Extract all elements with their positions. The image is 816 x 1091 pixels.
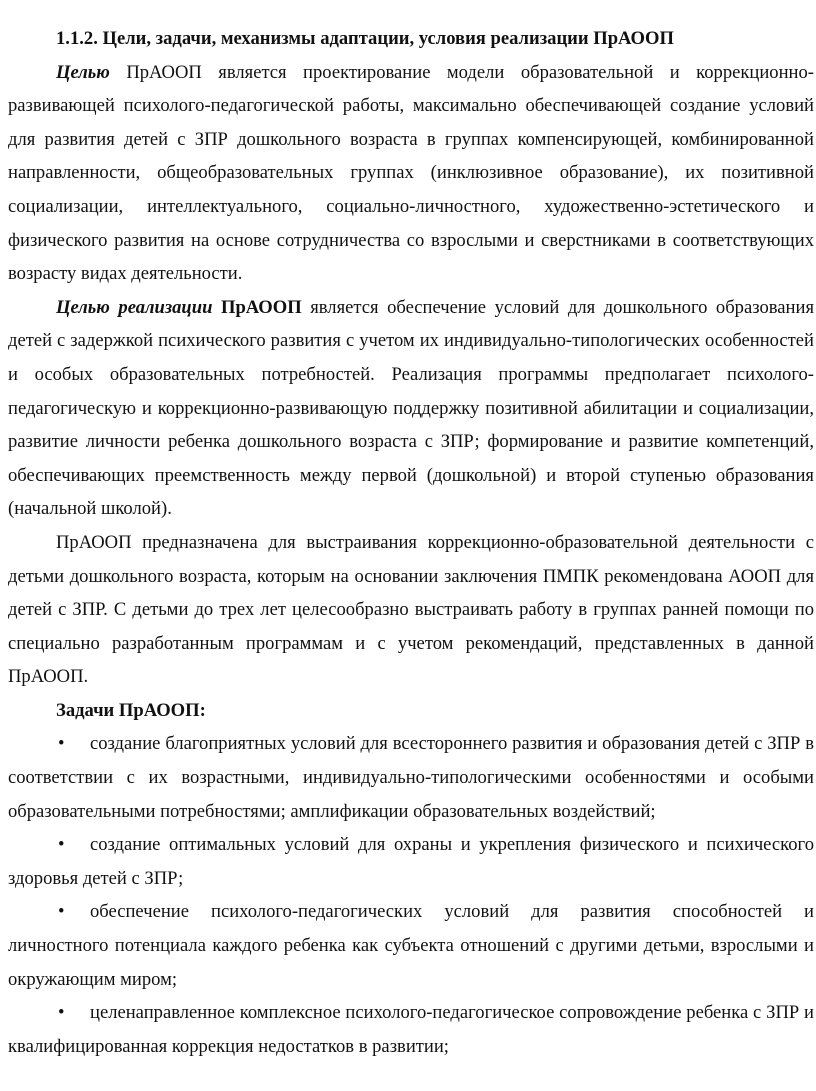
implementation-goal-text: является обеспечение условий для дошкольного образования детей с задержкой психического развития с учетом их индивидуально-типологических особенностей и особых образовательных потребностей. Реализация программы предполагает психолого-педагогическую и коррекционно-развивающую поддержку позитивной абилитации и социализации, развитие личности ребенка дошкольного возраста с ЗПР; формирование и развитие компетенций, обеспечивающих преемственность между первой (дошкольной) и второй ступенью образования (начальной школой). xyxy=(8,296,815,520)
list-item xyxy=(8,828,814,895)
bullet-icon: • xyxy=(58,733,65,755)
tasks-list xyxy=(8,727,814,1063)
bullet-icon: • xyxy=(58,1002,65,1024)
list-item-text: создание благоприятных условий для всестороннего развития и образования детей с ЗПР в соответствии с их возрастными, индивидуально-типологическими особенностями и особыми образовательными потребностями; амплификации образовательных воздействий; xyxy=(8,733,814,822)
list-item xyxy=(8,727,814,828)
goal-paragraph xyxy=(8,56,814,291)
goal-label: Целью xyxy=(56,61,110,83)
document-page xyxy=(8,22,814,1063)
purpose-paragraph: ПрАООП предназначена для выстраивания коррекционно-образовательной деятельности с детьми дошкольного возраста, которым на основании заключения ПМПК рекомендована АООП для детей с ЗПР. С детьми до трех лет целесообразно выстраивать работу в группах ранней помощи по специально разработанным программам и с учетом рекомендаций, представленных в данной ПрАООП. xyxy=(8,531,814,688)
tasks-heading: Задачи ПрАООП: xyxy=(56,699,206,721)
list-item-text: обеспечение психолого-педагогических условий для развития способностей и личностного потенциала каждого ребенка как субъекта отношений с другими детьми, взрослыми и окружающим миром; xyxy=(8,901,814,990)
section-heading: 1.1.2. Цели, задачи, механизмы адаптации, условия реализации ПрАООП xyxy=(56,28,674,49)
list-item xyxy=(8,996,814,1063)
program-name: ПрАООП xyxy=(212,296,302,318)
implementation-goal-label: Целью реализации xyxy=(56,296,213,318)
list-item-text: создание оптимальных условий для охраны и укрепления физического и психического здоровья детей с ЗПР; xyxy=(8,834,814,889)
implementation-goal-paragraph xyxy=(8,291,814,526)
list-item-text: целенаправленное комплексное психолого-педагогическое сопровождение ребенка с ЗПР и квалифицированная коррекция недостатков в развитии; xyxy=(8,1002,814,1057)
list-item xyxy=(8,895,814,996)
bullet-icon: • xyxy=(58,834,65,856)
bullet-icon: • xyxy=(58,901,65,923)
goal-text: ПрАООП является проектирование модели образовательной и коррекционно-развивающей психолого-педагогической работы, максимально обеспечивающей создание условий для развития детей с ЗПР дошкольного возраста в группах компенсирующей, комбинированной направленности, общеобразовательных группах (инклюзивное образование), их позитивной социализации, интеллектуального, социально-личностного, художественно-эстетического и физического развития на основе сотрудничества со взрослыми и сверстниками в соответствующих возрасту видах деятельности. xyxy=(8,61,814,285)
